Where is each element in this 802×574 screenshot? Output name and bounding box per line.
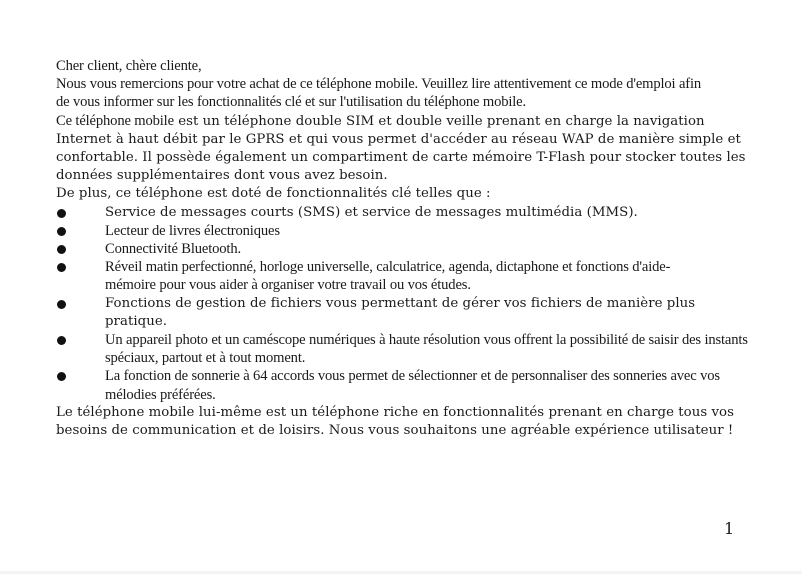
list-item	[56, 367, 756, 403]
intro-line-2: de vous informer sur les fonctionnalités clé et sur l'utilisation du téléphone mobile.	[56, 94, 526, 111]
intro-paragraph	[56, 75, 756, 111]
list-item	[56, 222, 756, 240]
feature-text: Connectivité Bluetooth.	[105, 241, 241, 258]
feature-text: Lecteur de livres électroniques	[105, 222, 280, 239]
conclusion-paragraph: Le téléphone mobile lui-même est un téléphone riche en fonctionnalités prenant en charge tous vos besoins de communication et de loisirs. Nous vous souhaitons une agréable expérience utilisateur !	[56, 404, 734, 439]
feature-text: Fonctions de gestion de fichiers vous permettant de gérer vos fichiers de manière plus pratique.	[105, 295, 696, 329]
document-body	[56, 57, 756, 440]
features-intro: De plus, ce téléphone est doté de fonctionnalités clé telles que :	[56, 186, 491, 202]
feature-text: La fonction de sonnerie à 64 accords vous permet de sélectionner et de personnaliser des sonneries avec vos mélodies préférées.	[105, 368, 720, 403]
description-rest: est un téléphone double SIM et double veille prenant en charge la navigation Internet à haut débit par le GPRS et qui vous permet d'accéder au réseau WAP de manière simple et confortable. Il possède également un compartiment de carte mémoire T-Flash pour stocker toutes les données supplémentaires dont vous avez besoin.	[56, 113, 746, 184]
feature-text: Réveil matin perfectionné, horloge universelle, calculatrice, agenda, dictaphone et fonctions d'aide-mémoire pour vous aider à organiser votre travail ou vos études.	[105, 259, 671, 294]
feature-text: Service de messages courts (SMS) et service de messages multimédia (MMS).	[105, 204, 638, 220]
feature-list	[56, 204, 756, 404]
bullet-icon	[57, 263, 66, 272]
feature-text: Un appareil photo et un caméscope numériques à haute résolution vous offrent la possibilité de saisir des instants spéciaux, partout et à tout moment.	[105, 332, 748, 367]
bullet-icon	[57, 209, 66, 218]
bullet-icon	[57, 300, 66, 309]
bullet-icon	[57, 336, 66, 345]
list-item	[56, 204, 756, 222]
description-paragraph	[56, 112, 756, 186]
list-item	[56, 295, 756, 331]
list-item	[56, 240, 756, 258]
list-item	[56, 258, 756, 294]
intro-line-1: Nous vous remercions pour votre achat de ce téléphone mobile. Veuillez lire attentivement ce mode d'emploi afin	[56, 76, 702, 93]
bullet-icon	[57, 245, 66, 254]
bullet-icon	[57, 372, 66, 381]
bullet-icon	[57, 227, 66, 236]
greeting: Cher client, chère cliente,	[56, 58, 202, 74]
description-lead: Ce téléphone mobile	[56, 112, 174, 129]
page-number: 1	[724, 519, 735, 538]
list-item	[56, 331, 756, 367]
